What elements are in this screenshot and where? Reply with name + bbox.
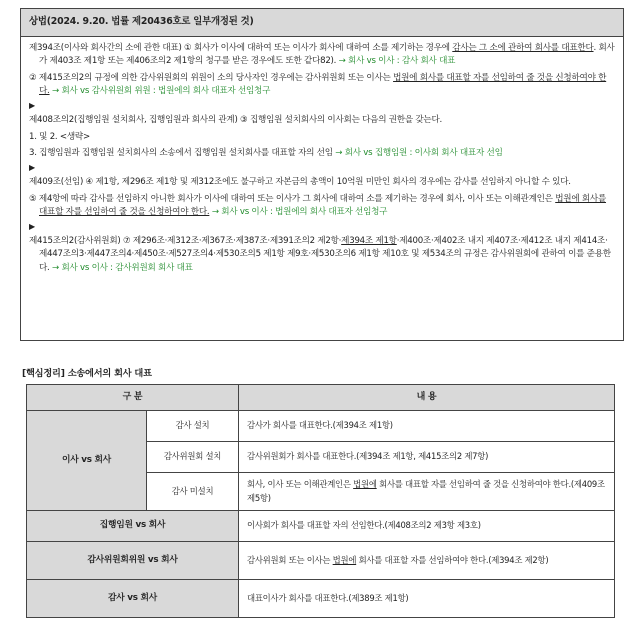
table-header-row bbox=[27, 385, 615, 411]
law-excerpt-body bbox=[21, 37, 623, 275]
annotation-green: → 회사 vs 이사 : 감사 회사 대표 bbox=[338, 56, 456, 67]
header-category: 구 분 bbox=[27, 385, 239, 411]
table-row bbox=[27, 542, 615, 580]
summary-table bbox=[26, 384, 615, 618]
row-content: 대표이사가 회사를 대표한다.(제389조 제1항) bbox=[239, 580, 615, 618]
article-394-paragraph-1: 제394조(이사와 회사간의 소에 관한 대표) ① 회사가 이사에 대하여 또는 이사가 회사에 대하여 소를 제기하는 경우에 감사는 그 소에 관하여 회사를 대표한다. 회사가 제403조 제1항 또는 제406조의2 제1항의 청구를 받은 경우에도 또한 같다82). → 회사 vs 이사 : 감사 회사 대표 bbox=[29, 43, 615, 67]
row-content: 이사회가 회사를 대표할 자의 선임한다.(제408조의2 제3항 제3호) bbox=[239, 511, 615, 542]
article-408-2-item-3: 3. 집행임원과 집행임원 설치회사의 소송에서 집행임원 설치회사를 대표할 자의 선임 → 회사 vs 집행임원 : 이사회 회사 대표자 선임 bbox=[29, 147, 503, 158]
article-409-paragraph-4: 제409조(선임) ④ 제1항, 제296조 제1항 및 제312조에도 불구하고 자본금의 총액이 10억원 미만인 회사의 경우에는 감사를 선임하지 아니할 수 있다. bbox=[29, 177, 571, 188]
row-category: 이사 vs 회사 bbox=[27, 411, 147, 511]
row-category: 감사위원회위원 vs 회사 bbox=[27, 542, 239, 580]
row-content: 감사위원회가 회사를 대표한다.(제394조 제1항, 제415조의2 제7항) bbox=[239, 442, 615, 473]
table-row bbox=[27, 411, 615, 442]
law-excerpt-box bbox=[20, 8, 624, 341]
summary-section-title: [핵심정리] 소송에서의 회사 대표 bbox=[22, 368, 152, 379]
row-subcategory: 감사위원회 설치 bbox=[147, 442, 239, 473]
row-category: 집행임원 vs 회사 bbox=[27, 511, 239, 542]
article-415-2: 제415조의2(감사위원회) ⑦ 제296조·제312조·제367조·제387조·제391조의2 제2항·제394조 제1항·제400조·제402조 내지 제407조·제412조 내지 제414조·제447조의3·제447조의4·제450조·제527조의4·제530조의5 제1항 제9호·제530조의6 제1항 제10호 및 제534조의 규정은 감사위원회에 관하여 이를 준용한다. → 회사 vs 이사 : 감사위원회 회사 대표 bbox=[29, 236, 611, 273]
header-content: 내 용 bbox=[239, 385, 615, 411]
article-408-2: 제408조의2(집행임원 설치회사, 집행임원과 회사의 관계) ③ 집행임원 설치회사의 이사회는 다음의 권한을 갖는다. bbox=[29, 115, 443, 126]
article-408-2-items: 1. 및 2. <생략> bbox=[29, 131, 90, 142]
row-category: 감사 vs 회사 bbox=[27, 580, 239, 618]
annotation-green: → 회사 vs 집행임원 : 이사회 회사 대표자 선임 bbox=[335, 147, 503, 158]
row-content: 회사, 이사 또는 이해관계인은 법원에 회사를 대표할 자를 선임하여 줄 것을 신청하여야 한다.(제409조 제5항) bbox=[239, 473, 615, 511]
article-394-paragraph-2: ② 제415조의2의 규정에 의한 감사위원회의 위원이 소의 당사자인 경우에는 감사위원회 또는 이사는 법원에 회사를 대표할 자를 선임하여 줄 것을 신청하여야 한다. → 회사 vs 감사위원회 위원 : 법원에의 회사 대표자 선임청구 bbox=[29, 72, 607, 96]
row-content: 감사가 회사를 대표한다.(제394조 제1항) bbox=[239, 411, 615, 442]
row-content: 감사위원회 또는 이사는 법원에 회사를 대표할 자를 선임하여야 한다.(제394조 제2항) bbox=[239, 542, 615, 580]
row-subcategory: 감사 설치 bbox=[147, 411, 239, 442]
annotation-green: → 회사 vs 감사위원회 위원 : 법원에의 회사 대표자 선임청구 bbox=[52, 85, 271, 96]
annotation-green: → 회사 vs 이사 : 법원에의 회사 대표자 선임청구 bbox=[211, 206, 388, 217]
triangle-arrow-icon: ▶ bbox=[29, 222, 35, 232]
triangle-arrow-icon: ▶ bbox=[29, 163, 35, 173]
law-excerpt-title: 상법(2024. 9.20. 법률 제20436호로 일부개정된 것) bbox=[21, 9, 623, 37]
table-row bbox=[27, 580, 615, 618]
row-subcategory: 감사 미설치 bbox=[147, 473, 239, 511]
annotation-green: → 회사 vs 이사 : 감사위원회 회사 대표 bbox=[52, 262, 193, 273]
article-409-paragraph-5: ⑤ 제4항에 따라 감사를 선임하지 아니한 회사가 이사에 대하여 또는 이사가 그 회사에 대하여 소를 제기하는 경우에 회사, 이사 또는 이해관계인은 법원에 회사를 대표할 자를 선임하여 줄 것을 신청하여야 한다. → 회사 vs 이사 : 법원에의 회사 대표자 선임청구 bbox=[29, 193, 607, 217]
triangle-arrow-icon: ▶ bbox=[29, 101, 35, 111]
table-row bbox=[27, 511, 615, 542]
